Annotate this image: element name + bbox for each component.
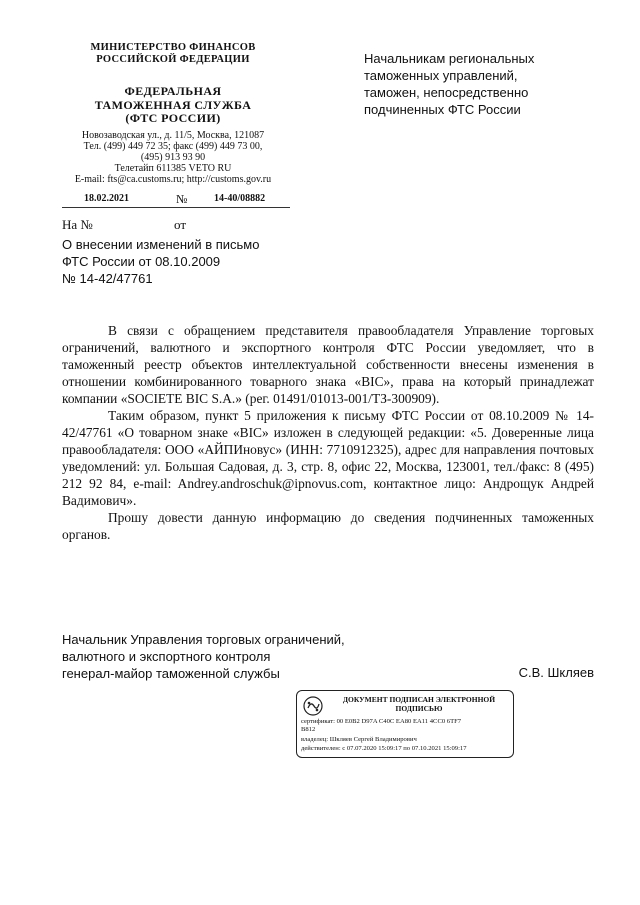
document-date: 18.02.2021 [84, 193, 129, 204]
e-signature-stamp [296, 690, 514, 758]
ministry-name: МИНИСТЕРСТВО ФИНАНСОВ РОССИЙСКОЙ ФЕДЕРАЦИИ [90, 42, 256, 65]
stamp-certificate: сертификат: 00 E0B2 D97A C40C EA80 EA11 4CC0 6TF7 [301, 718, 462, 725]
signatory-name: С.В. Шкляев [518, 665, 594, 680]
subject-block: О внесении изменений в письмо ФТС России от 08.10.2009 № 14-42/47761 [62, 237, 260, 286]
stamp-validity: действителен: с 07.07.2020 15:09:17 по 07.10.2021 15:09:17 [301, 745, 467, 752]
signatory-position: Начальник Управления торговых ограничений, валютного и экспортного контроля генерал-майор таможенной службы [62, 632, 345, 681]
stamp-title: ДОКУМЕНТ ПОДПИСАН ЭЛЕКТРОННОЙ ПОДПИСЬЮ [342, 695, 496, 713]
ref-from-label: от [174, 217, 187, 232]
stamp-certificate-cont: B812 [301, 726, 316, 733]
ref-label: На № [62, 217, 93, 232]
body-paragraph-1: В связи с обращением представителя правообладателя Управление торговых ограничений, валютного и экспортного контроля ФТС России уведомляет, что в таможенный реестр объектов интеллектуальной собственности внесены изменения в отношении комбинированного товарного знака «BIC», права на который принадлежат компании «SOCIETE BIC S.A.» (рег. 01491/01013-001/ТЗ-300909). [62, 323, 594, 406]
recipient-block: Начальникам региональных таможенных управлений, таможен, непосредственно подчиненных ФТС России [364, 51, 535, 117]
body-paragraph-2: Таким образом, пункт 5 приложения к письму ФТС России от 08.10.2009 № 14-42/47761 «О товарном знаке «BIC» изложен в следующей редакции: «5. Доверенные лица правообладателя: ООО «АЙПИновус» (ИНН: 7710912325), адрес для направления почтовых уведомлений: ул. Большая Садовая, д. 3, стр. 8, офис 22, Москва, 123001, тел./факс: 8 (495) 212 92 84, e-mail: Andrey.androschuk@ipnovus.com, контактное лицо: Андрощук Андрей Вадимович». [62, 408, 594, 508]
service-name: ФЕДЕРАЛЬНАЯ ТАМОЖЕННАЯ СЛУЖБА (ФТС РОССИИ) [94, 84, 252, 125]
date-number-row [62, 193, 290, 208]
stamp-owner: владелец: Шкляев Сергей Владимирович [301, 736, 417, 743]
e-signature-emblem-icon [301, 695, 325, 717]
number-sign: № [176, 192, 188, 206]
document-number: 14-40/08882 [214, 193, 266, 204]
contacts-block: Новозаводская ул., д. 11/5, Москва, 121087 Тел. (499) 449 72 35; факс (499) 449 73 00, (495) 913 93 90 Телетайп 611385 VETO RU E-mail: fts@ca.customs.ru; http://customs.gov.ru [74, 130, 272, 185]
body-paragraph-3: Прошу довести данную информацию до сведения подчиненных таможенных органов. [62, 510, 594, 542]
letter-body [62, 322, 594, 543]
